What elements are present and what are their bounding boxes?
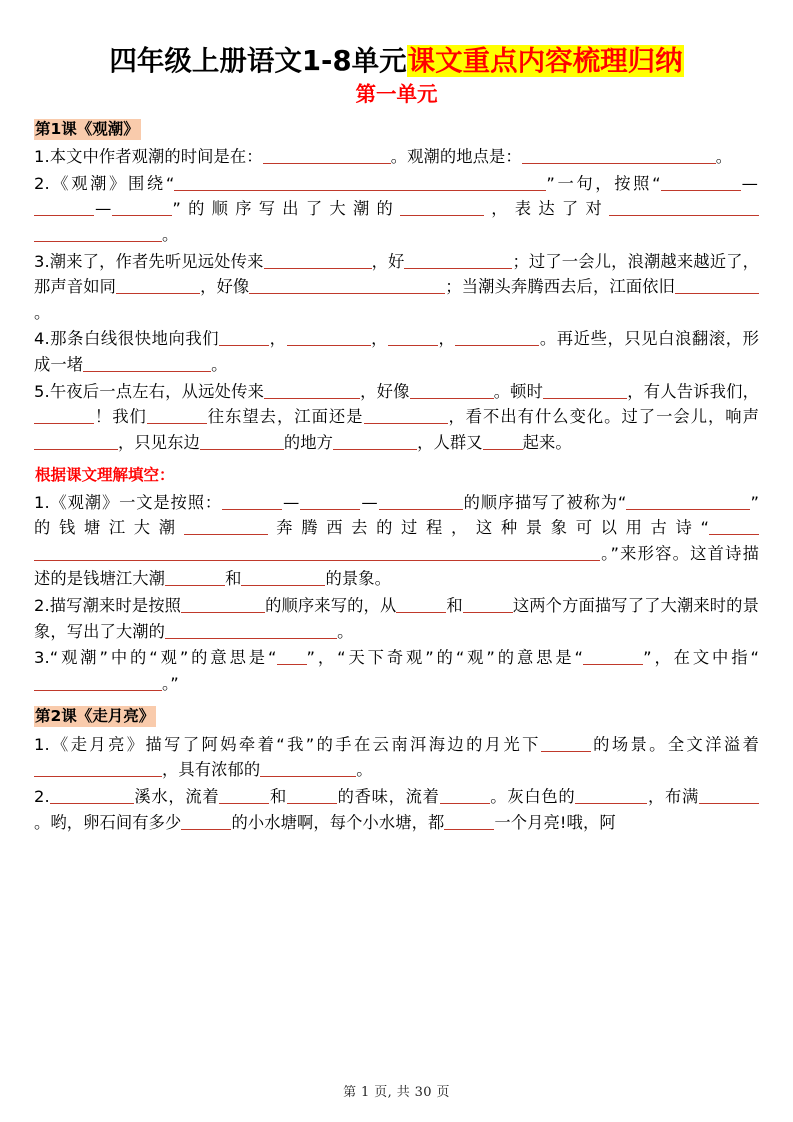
blank[interactable] bbox=[396, 596, 446, 613]
blank[interactable] bbox=[440, 787, 490, 804]
blank[interactable] bbox=[263, 147, 391, 164]
blank[interactable] bbox=[300, 492, 360, 509]
blank[interactable] bbox=[112, 199, 172, 216]
blank[interactable] bbox=[522, 147, 694, 164]
qc-1-text-i: 的景象。 bbox=[325, 569, 391, 589]
blank[interactable] bbox=[241, 569, 325, 586]
q1-5-text-a: 5.午夜后一点左右，从远处传来 bbox=[34, 381, 265, 401]
q2-2-text-b: 溪水，流着 bbox=[133, 786, 220, 806]
q2-2-text-c: 和 bbox=[269, 786, 288, 806]
qc-1-text-b: — bbox=[283, 492, 300, 512]
blank[interactable] bbox=[34, 544, 600, 561]
blank[interactable] bbox=[404, 251, 512, 268]
q1-1-text-b: 。观潮的地点是： bbox=[390, 147, 522, 167]
qc-1-text-d: 的顺序描写了被称为“ bbox=[462, 492, 627, 512]
blank[interactable] bbox=[333, 432, 417, 449]
q1-5-text-i: 的地方 bbox=[283, 432, 334, 452]
q2-2-text-f: ，布满 bbox=[647, 786, 699, 806]
qc-1-text-h: 和 bbox=[225, 569, 242, 589]
blank[interactable] bbox=[444, 812, 494, 829]
blank[interactable] bbox=[34, 199, 94, 216]
blank[interactable] bbox=[249, 277, 445, 294]
q1-1-text-c: 。 bbox=[715, 147, 733, 167]
qc-3-text-b: ”，“天下奇观”的“观”的意思是“ bbox=[306, 648, 584, 668]
blank[interactable] bbox=[34, 432, 118, 449]
blank[interactable] bbox=[729, 787, 759, 804]
q1-5-text-f: 往东望去，江面还是 bbox=[206, 407, 364, 427]
qc-1-text-c: — bbox=[361, 492, 378, 512]
q1-2-text-e: ”的顺序写出了大潮的 bbox=[172, 199, 401, 219]
blank[interactable] bbox=[575, 787, 647, 804]
blank[interactable] bbox=[260, 760, 356, 777]
q2-1-text-b: 的场景。全文洋溢着 bbox=[590, 734, 759, 754]
blank[interactable] bbox=[379, 492, 463, 509]
page-title-plain: 四年级上册语文1-8单元 bbox=[109, 45, 407, 77]
question-1-3 bbox=[34, 249, 759, 326]
q1-5-text-b: ，好像 bbox=[360, 381, 410, 401]
q1-5-text-c: 。顿时 bbox=[493, 381, 544, 401]
q1-2-text-f: ，表达了对 bbox=[484, 199, 609, 219]
q1-2-text-g: 。 bbox=[162, 225, 179, 245]
blank[interactable] bbox=[287, 787, 337, 804]
qc-2-text-d: 这两个方面描写了了大潮来时的景象，写出了大潮的 bbox=[34, 596, 759, 641]
blank[interactable] bbox=[219, 787, 269, 804]
blank[interactable] bbox=[165, 569, 225, 586]
q1-4-text-a: 4.那条白线很快地向我们 bbox=[34, 329, 220, 349]
blank[interactable] bbox=[541, 735, 591, 752]
question-c-1 bbox=[34, 490, 759, 592]
blank[interactable] bbox=[711, 174, 741, 191]
blank[interactable] bbox=[483, 432, 523, 449]
blank[interactable] bbox=[34, 225, 162, 242]
lesson-header-2 bbox=[34, 705, 759, 727]
q2-2-text-g: 。哟，卵石间有多少 bbox=[34, 812, 182, 832]
blank[interactable] bbox=[147, 407, 207, 424]
blank[interactable] bbox=[364, 407, 448, 424]
q1-3-text-a: 3.潮来了，作者先听见远处传来 bbox=[34, 251, 264, 271]
q1-5-text-e: ！我们 bbox=[94, 407, 147, 427]
question-1-5 bbox=[34, 379, 759, 456]
blank[interactable] bbox=[583, 648, 613, 665]
q2-1-text-a: 1.《走月亮》描写了阿妈牵着“我”的手在云南洱海边的月光下 bbox=[34, 734, 541, 754]
blank[interactable] bbox=[116, 277, 200, 294]
blank[interactable] bbox=[264, 381, 360, 398]
page-footer: 第 1 页, 共 30 页 bbox=[343, 1085, 450, 1100]
q2-2-text-e: 。灰白色的 bbox=[489, 786, 576, 806]
qc-1-text-e: ”的钱塘江大潮 bbox=[34, 492, 759, 538]
q2-1-text-c: ，具有浓郁的 bbox=[162, 760, 261, 780]
qc-3-text-a: 3.“观潮”中的“观”的意思是“ bbox=[34, 648, 277, 668]
q1-2-text-a: 2.《观潮》围绕“ bbox=[34, 173, 175, 193]
qc-3-text-d: 。” bbox=[162, 673, 179, 693]
blank[interactable] bbox=[277, 648, 307, 665]
blank[interactable] bbox=[666, 492, 750, 509]
blank[interactable] bbox=[455, 329, 539, 346]
q1-3-text-f: 。 bbox=[34, 302, 51, 322]
q1-2-text-c: — bbox=[741, 173, 759, 193]
question-1-1 bbox=[34, 144, 759, 170]
question-1-2 bbox=[34, 171, 759, 248]
blank[interactable] bbox=[34, 407, 94, 424]
q1-3-text-e: ；当潮头奔腾西去后，江面依旧 bbox=[445, 277, 675, 297]
question-1-4 bbox=[34, 326, 759, 377]
q2-2-text-i: 一个月亮!哦，阿 bbox=[494, 812, 616, 832]
page-title-highlighted: 课文重点内容梳理归纳 bbox=[407, 45, 683, 77]
blank[interactable] bbox=[181, 596, 265, 613]
blank[interactable] bbox=[694, 147, 716, 164]
q1-2-text-b: ”一句，按照“ bbox=[546, 173, 661, 193]
qc-2-text-b: 的顺序来写的，从 bbox=[265, 596, 397, 616]
lesson-header-2-label: 第2课《走月亮》 bbox=[35, 707, 155, 726]
blank[interactable] bbox=[184, 518, 268, 535]
qc-2-text-a: 2.描写潮来时是按照 bbox=[34, 596, 182, 616]
qc-1-text-a: 1.《观潮》一文是按照： bbox=[34, 492, 223, 512]
blank[interactable] bbox=[83, 355, 211, 372]
blank[interactable] bbox=[264, 251, 372, 268]
q1-5-text-d: ，有人告诉我们， bbox=[627, 381, 759, 401]
q1-3-text-d: ，好像 bbox=[200, 277, 250, 297]
q1-4-text-d: ， bbox=[437, 329, 456, 349]
q1-5-text-j: ，人群又 bbox=[417, 432, 483, 452]
blank[interactable] bbox=[709, 518, 759, 535]
question-c-3 bbox=[34, 645, 759, 696]
blank[interactable] bbox=[626, 492, 666, 509]
blank[interactable] bbox=[400, 199, 484, 216]
q1-5-text-g: ，看不出有什么变化。过了一会儿，响声 bbox=[447, 407, 759, 427]
q2-2-text-d: 的香味，流着 bbox=[337, 786, 440, 806]
blank[interactable] bbox=[388, 329, 438, 346]
q1-5-text-h: ，只见东边 bbox=[118, 432, 200, 452]
blank[interactable] bbox=[181, 812, 231, 829]
q2-2-text-a: 2. bbox=[34, 786, 50, 806]
page-subtitle: 第一单元 bbox=[355, 82, 438, 107]
qc-1-text-g: 。”来形容。这首诗描述的是钱塘江大潮 bbox=[34, 543, 759, 589]
blank[interactable] bbox=[287, 329, 371, 346]
q1-4-text-f: 。 bbox=[211, 354, 228, 374]
blank[interactable] bbox=[609, 199, 759, 216]
blank[interactable] bbox=[219, 329, 269, 346]
page-title bbox=[34, 44, 759, 79]
section-header-comprehension bbox=[34, 464, 759, 486]
question-2-1 bbox=[34, 732, 759, 783]
blank[interactable] bbox=[200, 432, 284, 449]
blank[interactable] bbox=[34, 760, 162, 777]
q1-4-text-e: 。再近些，只见白浪翻滚，形成一堵 bbox=[34, 329, 759, 374]
question-c-2 bbox=[34, 593, 759, 644]
qc-1-text-f: 奔腾西去的过程，这种景象可以用古诗“ bbox=[267, 518, 709, 538]
q1-4-text-c: ， bbox=[370, 329, 388, 349]
q2-2-text-h: 的小水塘啊，每个小水塘，都 bbox=[231, 812, 445, 832]
qc-3-text-c: ”，在文中指“ bbox=[643, 648, 760, 668]
blank[interactable] bbox=[410, 381, 494, 398]
blank[interactable] bbox=[675, 277, 759, 294]
blank[interactable] bbox=[463, 596, 513, 613]
q1-3-text-c: ；过了一会儿，浪潮越来越近了，那声音如同 bbox=[34, 251, 759, 297]
lesson-header-1-label: 第1课《观潮》 bbox=[35, 119, 139, 138]
lesson-header-1 bbox=[34, 118, 759, 140]
blank[interactable] bbox=[174, 174, 546, 191]
section-header-comprehension-label: 根据课文理解填空： bbox=[35, 466, 175, 485]
blank[interactable] bbox=[50, 787, 134, 804]
qc-2-text-c: 和 bbox=[446, 596, 463, 616]
blank[interactable] bbox=[543, 381, 627, 398]
blank[interactable] bbox=[222, 492, 282, 509]
blank[interactable] bbox=[34, 673, 162, 690]
q1-2-text-d: — bbox=[95, 199, 112, 219]
blank[interactable] bbox=[165, 621, 337, 638]
blank[interactable] bbox=[699, 787, 729, 804]
blank[interactable] bbox=[661, 174, 711, 191]
q1-1-text-a: 1.本文中作者观潮的时间是在： bbox=[34, 147, 263, 167]
q2-1-text-d: 。 bbox=[356, 760, 373, 780]
qc-2-text-e: 。 bbox=[337, 621, 354, 641]
q1-4-text-b: ， bbox=[269, 329, 287, 349]
q1-5-text-k: 起来。 bbox=[522, 432, 572, 452]
q1-3-text-b: ，好 bbox=[371, 251, 405, 271]
blank[interactable] bbox=[613, 648, 643, 665]
question-2-2 bbox=[34, 784, 759, 835]
